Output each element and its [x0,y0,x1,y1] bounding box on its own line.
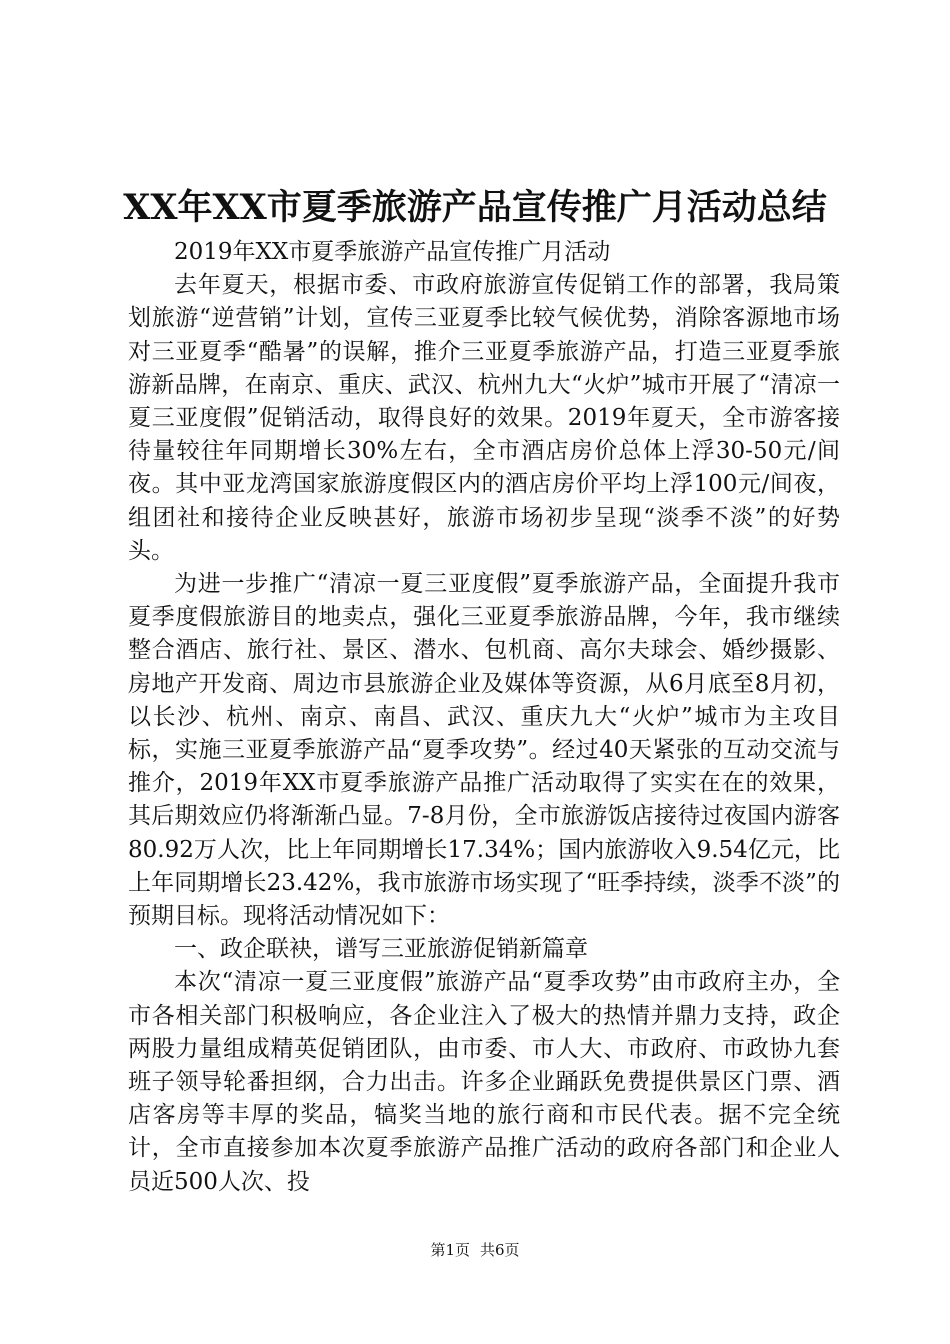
section-heading-1: 一、政企联袂，谱写三亚旅游促销新篇章 [174,936,588,963]
page-footer [0,1240,950,1260]
page-total: 共6页 [480,1241,520,1259]
page-number: 第1页 [430,1241,470,1259]
paragraph-section-1: 本次“清凉一夏三亚度假”旅游产品“夏季攻势”由市政府主办，全市各相关部门积极响应，各企业注入了极大的热情并鼎力支持，政企两股力量组成精英促销团队，由市委、市人大、市政府、市政协九套班子领导轮番担纲，合力出击。许多企业踊跃免费提供景区门票、酒店客房等丰厚的奖品，犒奖当地的旅行商和市民代表。据不完全统计，全市直接参加本次夏季旅游产品推广活动的政府各部门和企业人员近500人次、投 [128,969,840,1195]
document-title: XX年XX市夏季旅游产品宣传推广月活动总结 [123,187,827,228]
document-body [128,236,840,1199]
document-subtitle: 2019年XX市夏季旅游产品宣传推广月活动 [174,239,611,265]
paragraph-overview: 为进一步推广“清凉一夏三亚度假”夏季旅游产品，全面提升我市夏季度假旅游目的地卖点，强化三亚夏季旅游品牌，今年，我市继续整合酒店、旅行社、景区、潜水、包机商、高尔夫球会、婚纱摄影、房地产开发商、周边市县旅游企业及媒体等资源，从6月底至8月初，以长沙、杭州、南京、南昌、武汉、重庆九大“火炉”城市为主攻目标，实施三亚夏季旅游产品“夏季攻势”。经过40天紧张的互动交流与推介，2019年XX市夏季旅游产品推广活动取得了实实在在的效果，其后期效应仍将渐渐凸显。7-8月份，全市旅游饭店接待过夜国内游客80.92万人次，比上年同期增长17.34%；国内旅游收入9.54亿元，比上年同期增长23.42%，我市旅游市场实现了“旺季持续，淡季不淡”的预期目标。现将活动情况如下： [128,571,840,930]
paragraph-intro: 去年夏天，根据市委、市政府旅游宣传促销工作的部署，我局策划旅游“逆营销”计划，宣传三亚夏季比较气候优势，消除客源地市场对三亚夏季“酷暑”的误解，推介三亚夏季旅游产品，打造三亚夏季旅游新品牌，在南京、重庆、武汉、杭州九大“火炉”城市开展了“清凉一夏三亚度假”促销活动，取得良好的效果。2019年夏天，全市游客接待量较往年同期增长30%左右，全市酒店房价总体上浮30-50元/间夜。其中亚龙湾国家旅游度假区内的酒店房价平均上浮100元/间夜，组团社和接待企业反映甚好，旅游市场初步呈现“淡季不淡”的好势头。 [128,272,840,564]
